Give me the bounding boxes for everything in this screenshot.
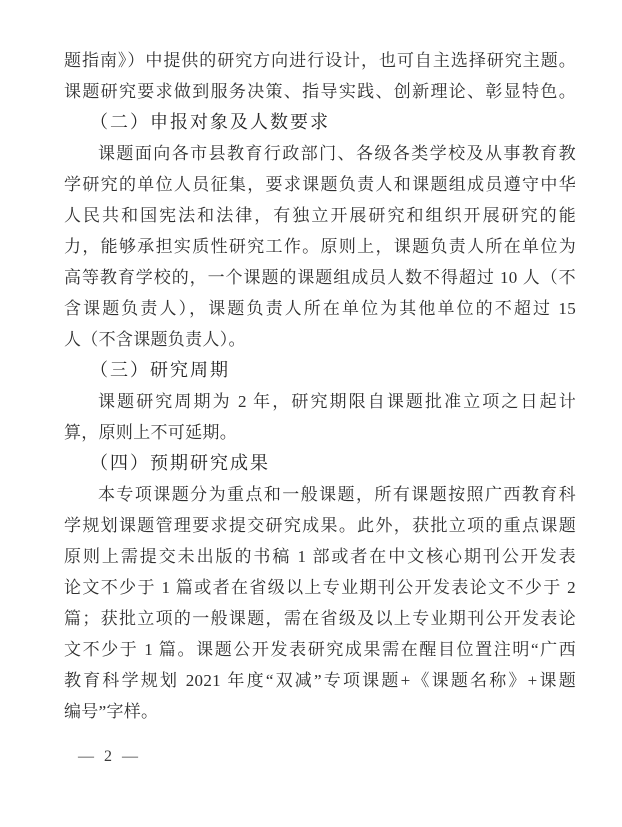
document-body	[64, 45, 576, 727]
section-heading: （四）预期研究成果	[90, 453, 270, 473]
text-line: 课题面向各市县教育行政部门、各级各类学校及从事教育教	[98, 144, 576, 163]
text-line: 教育科学规划 2021 年度“双减”专项课题+《课题名称》+课题	[64, 671, 576, 690]
text-line: 课题研究要求做到服务决策、指导实践、创新理论、彰显特色。	[64, 82, 576, 101]
text-line: 含课题负责人），课题负责人所在单位为其他单位的不超过 15	[64, 299, 576, 318]
text-line: 篇；获批立项的一般课题，需在省级及以上专业期刊公开发表论	[64, 609, 576, 628]
text-line: 人民共和国宪法和法律，有独立开展研究和组织开展研究的能	[64, 206, 576, 225]
section-heading: （三）研究周期	[90, 360, 230, 380]
text-line: 学规划课题管理要求提交研究成果。此外，获批立项的重点课题	[64, 516, 576, 535]
text-line: 高等教育学校的，一个课题的课题组成员人数不得超过 10 人（不	[64, 268, 576, 287]
text-line: 人（不含课题负责人）。	[64, 330, 246, 349]
text-line: 课题研究周期为 2 年，研究期限自课题批准立项之日起计	[98, 392, 576, 411]
text-line: 力，能够承担实质性研究工作。原则上，课题负责人所在单位为	[64, 237, 576, 256]
text-line: 原则上需提交未出版的书稿 1 部或者在中文核心期刊公开发表	[64, 547, 576, 566]
section-heading: （二）申报对象及人数要求	[90, 112, 330, 132]
text-line: 编号”字样。	[64, 702, 159, 721]
page-number: — 2 —	[78, 748, 141, 765]
text-line: 文不少于 1 篇。课题公开发表研究成果需在醒目位置注明“广西	[64, 640, 576, 659]
text-line: 算，原则上不可延期。	[64, 423, 237, 442]
text-line: 本专项课题分为重点和一般课题，所有课题按照广西教育科	[98, 485, 576, 504]
text-line: 学研究的单位人员征集，要求课题负责人和课题组成员遵守中华	[64, 175, 576, 194]
text-line: 题指南》）中提供的研究方向进行设计，也可自主选择研究主题。	[64, 51, 576, 70]
text-line: 论文不少于 1 篇或者在省级以上专业期刊公开发表论文不少于 2	[64, 578, 576, 597]
